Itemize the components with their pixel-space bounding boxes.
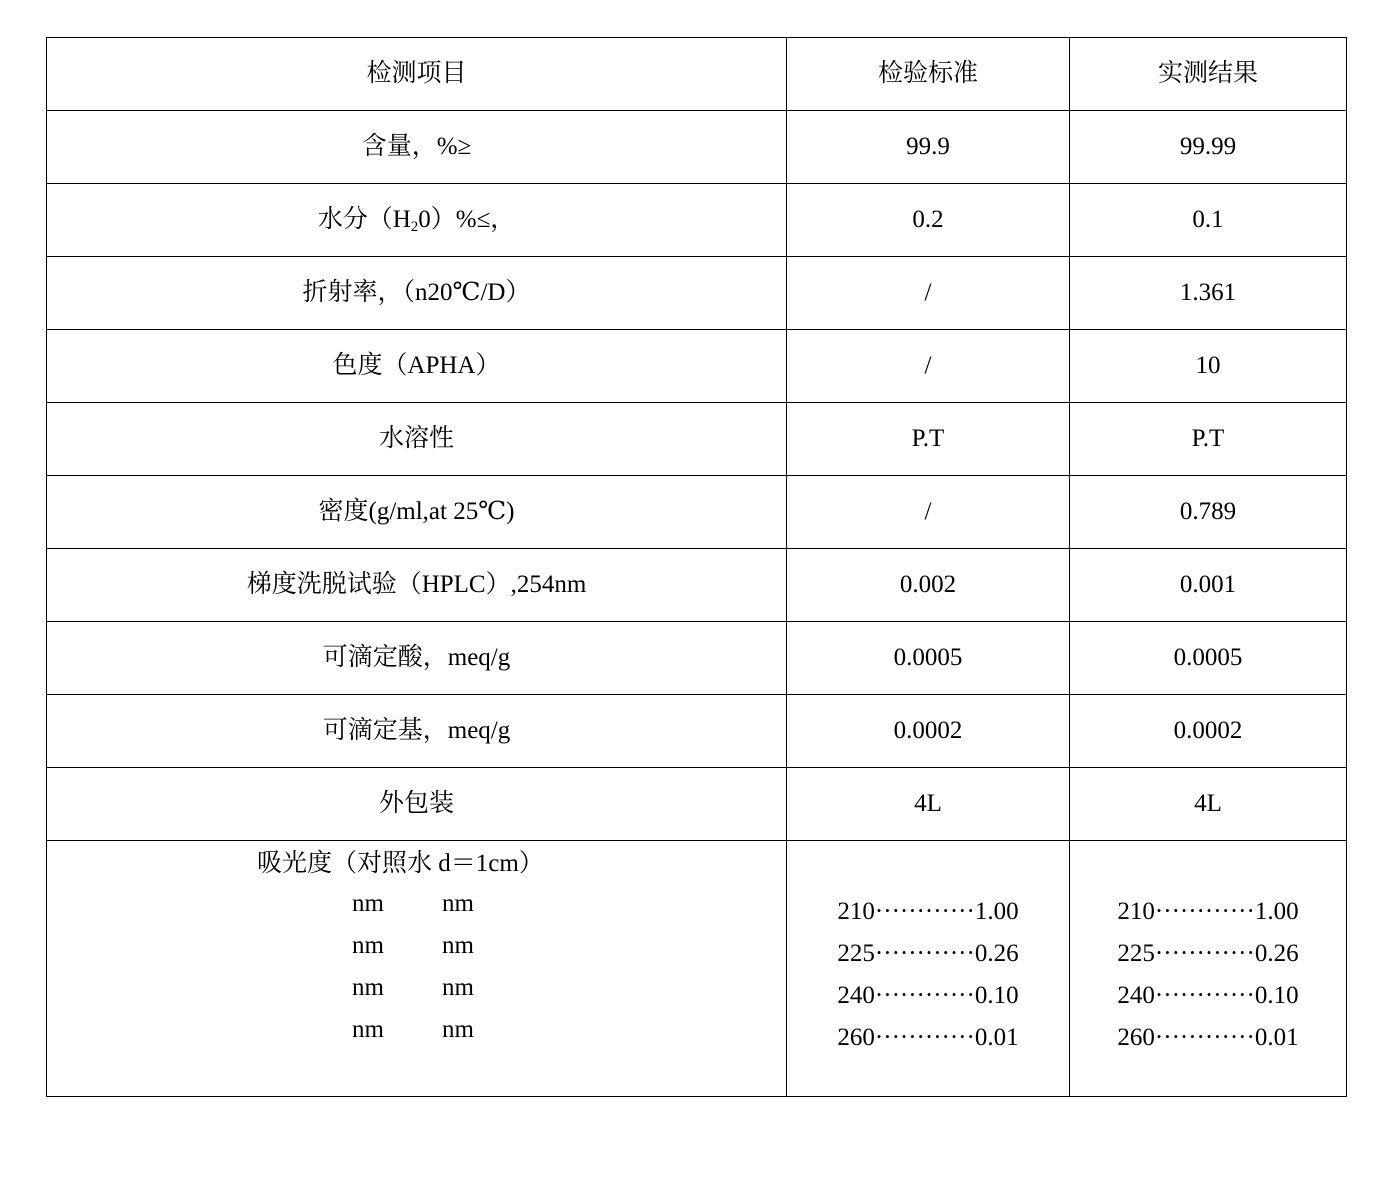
standard-cell: / — [787, 257, 1070, 330]
table-row — [47, 330, 1347, 403]
nm-unit: nm — [441, 932, 474, 959]
result-cell: 0.1 — [1070, 184, 1347, 257]
standard-cell: P.T — [787, 403, 1070, 476]
table-row — [47, 111, 1347, 184]
nm-unit: nm — [441, 890, 474, 917]
absorbance-result-cell — [1070, 841, 1347, 1097]
absorbance-standard-values — [787, 841, 1069, 1059]
standard-cell: 0.2 — [787, 184, 1070, 257]
result-cell: 1.361 — [1070, 257, 1347, 330]
result-cell: 99.99 — [1070, 111, 1347, 184]
result-cell: 0.789 — [1070, 476, 1347, 549]
table-row — [47, 768, 1347, 841]
item-cell: 可滴定酸，meq/g — [47, 622, 787, 695]
item-cell: 含量，%≥ — [47, 111, 787, 184]
standard-cell: 0.0002 — [787, 695, 1070, 768]
absorbance-title: 吸光度（对照水 d＝1cm） — [257, 850, 544, 877]
absorbance-result-values — [1070, 841, 1346, 1059]
absorbance-value: 225············0.26 — [837, 940, 1019, 967]
absorbance-value: 260············0.01 — [837, 1024, 1019, 1051]
standard-cell: 0.002 — [787, 549, 1070, 622]
standard-cell: / — [787, 476, 1070, 549]
item-cell: 水溶性 — [47, 403, 787, 476]
table-row — [47, 476, 1347, 549]
absorbance-standard-cell — [787, 841, 1070, 1097]
item-text-pre: 水分（H — [317, 205, 411, 233]
nm-line — [47, 1009, 786, 1051]
nm-unit: nm — [352, 974, 384, 1001]
absorbance-value: 240············0.10 — [1117, 982, 1299, 1009]
nm-line — [47, 967, 786, 1009]
absorbance-value: 210············1.00 — [1117, 898, 1299, 925]
nm-unit: nm — [441, 1016, 474, 1043]
nm-unit: nm — [352, 890, 384, 917]
standard-cell: 99.9 — [787, 111, 1070, 184]
item-cell: 梯度洗脱试验（HPLC）,254nm — [47, 549, 787, 622]
header-item: 检测项目 — [47, 38, 787, 111]
table-row — [47, 622, 1347, 695]
nm-unit: nm — [441, 974, 474, 1001]
nm-line — [47, 925, 786, 967]
header-standard: 检验标准 — [787, 38, 1070, 111]
nm-unit: nm — [352, 1016, 384, 1043]
absorbance-row — [47, 841, 1347, 1097]
item-cell: 可滴定基，meq/g — [47, 695, 787, 768]
standard-cell: / — [787, 330, 1070, 403]
item-subscript: 2 — [410, 218, 419, 235]
header-row — [47, 38, 1347, 111]
item-cell — [47, 184, 787, 257]
nm-line — [47, 883, 786, 925]
nm-unit: nm — [352, 932, 384, 959]
absorbance-value: 210············1.00 — [837, 898, 1019, 925]
table-row — [47, 695, 1347, 768]
item-cell: 色度（APHA） — [47, 330, 787, 403]
standard-cell: 0.0005 — [787, 622, 1070, 695]
table-row — [47, 549, 1347, 622]
item-cell: 折射率，（n20℃/D） — [47, 257, 787, 330]
table-row — [47, 184, 1347, 257]
spec-table — [46, 37, 1347, 1097]
result-cell: 4L — [1070, 768, 1347, 841]
absorbance-value: 260············0.01 — [1117, 1024, 1299, 1051]
result-cell: 0.0005 — [1070, 622, 1347, 695]
absorbance-value: 225············0.26 — [1117, 940, 1299, 967]
item-cell: 密度(g/ml,at 25℃) — [47, 476, 787, 549]
header-result: 实测结果 — [1070, 38, 1347, 111]
table-row — [47, 403, 1347, 476]
absorbance-value: 240············0.10 — [837, 982, 1019, 1009]
absorbance-item-cell — [47, 841, 787, 1097]
result-cell: 0.0002 — [1070, 695, 1347, 768]
result-cell: P.T — [1070, 403, 1347, 476]
item-text-post: 0）%≤， — [418, 205, 516, 233]
table-row — [47, 257, 1347, 330]
result-cell: 0.001 — [1070, 549, 1347, 622]
item-cell: 外包装 — [47, 768, 787, 841]
standard-cell: 4L — [787, 768, 1070, 841]
result-cell: 10 — [1070, 330, 1347, 403]
